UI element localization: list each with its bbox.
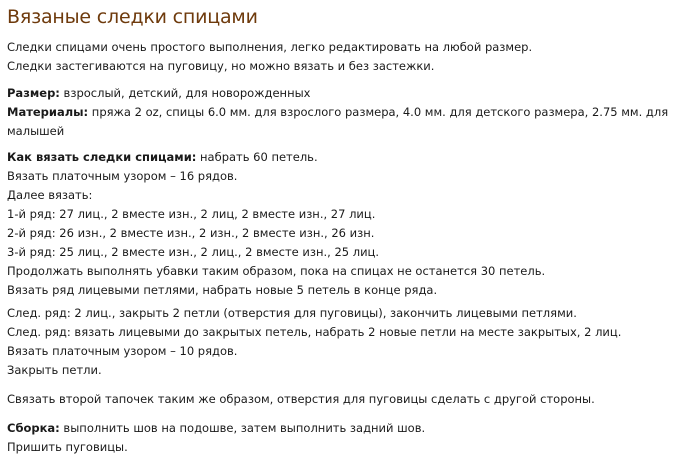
second-slipper-line: Связать второй тапочек таким же образом, отверстия для пуговицы сделать с другой стороны. <box>7 392 595 406</box>
assembly-line <box>7 419 691 438</box>
size-label: Размер: <box>7 86 60 100</box>
row-2-line: 2-й ряд: 26 изн., 2 вместе изн., 2 изн., 2 вместе изн., 26 изн. <box>7 226 375 240</box>
second-slipper-block <box>7 390 691 409</box>
intro-line: Следки застегиваются на пуговицу, но можно вязать и без застежки. <box>7 59 435 73</box>
assembly-value: выполнить шов на подошве, затем выполнить задний шов. <box>59 421 426 435</box>
step-line: Вязать платочным узором – 16 рядов. <box>7 169 238 183</box>
row-1-line: 1-й ряд: 27 лиц., 2 вместе изн., 2 лиц, 2 вместе изн., 27 лиц. <box>7 207 376 221</box>
materials-label: Материалы: <box>7 105 89 119</box>
intro-line: Следки спицами очень простого выполнения, легко редактировать на любой размер. <box>7 40 533 54</box>
step-line: След. ряд: вязать лицевыми до закрытых петель, набрать 2 новые петли на месте закрытых, 2 лиц. <box>7 325 622 339</box>
buttonhole-block <box>7 304 691 380</box>
specs-block <box>7 84 691 141</box>
materials-value: пряжа 2 oz, спицы 6.0 мм. для взрослого размера, 4.0 мм. для детского размера, 2.75 мм. для малышей <box>7 105 669 138</box>
materials-line <box>7 103 679 141</box>
assembly-block <box>7 419 691 457</box>
page-title: Вязаные следки спицами <box>7 6 258 28</box>
step-line: Продолжать выполнять убавки таким образом, пока на спицах не останется 30 петель. <box>7 264 546 278</box>
howto-line <box>7 148 691 167</box>
article <box>7 4 691 457</box>
assembly-label: Сборка: <box>7 421 60 435</box>
step-line: Вязать платочным узором – 10 рядов. <box>7 344 238 358</box>
size-value: взрослый, детский, для новорожденных <box>59 86 311 100</box>
step-line: Закрыть петли. <box>7 363 102 377</box>
step-line: Далее вязать: <box>7 188 93 202</box>
step-line: Вязать ряд лицевыми петлями, набрать новые 5 петель в конце ряда. <box>7 283 438 297</box>
row-3-line: 3-й ряд: 25 лиц., 2 вместе изн., 2 лиц., 2 вместе изн., 25 лиц. <box>7 245 380 259</box>
howto-value: набрать 60 петель. <box>196 150 318 164</box>
instructions-block <box>7 148 691 300</box>
intro-block <box>7 38 691 76</box>
final-line: Пришить пуговицы. <box>7 440 128 454</box>
howto-label: Как вязать следки спицами: <box>7 150 197 164</box>
size-line <box>7 84 691 103</box>
step-line: След. ряд: 2 лиц., закрыть 2 петли (отверстия для пуговицы), закончить лицевыми петлями. <box>7 306 577 320</box>
